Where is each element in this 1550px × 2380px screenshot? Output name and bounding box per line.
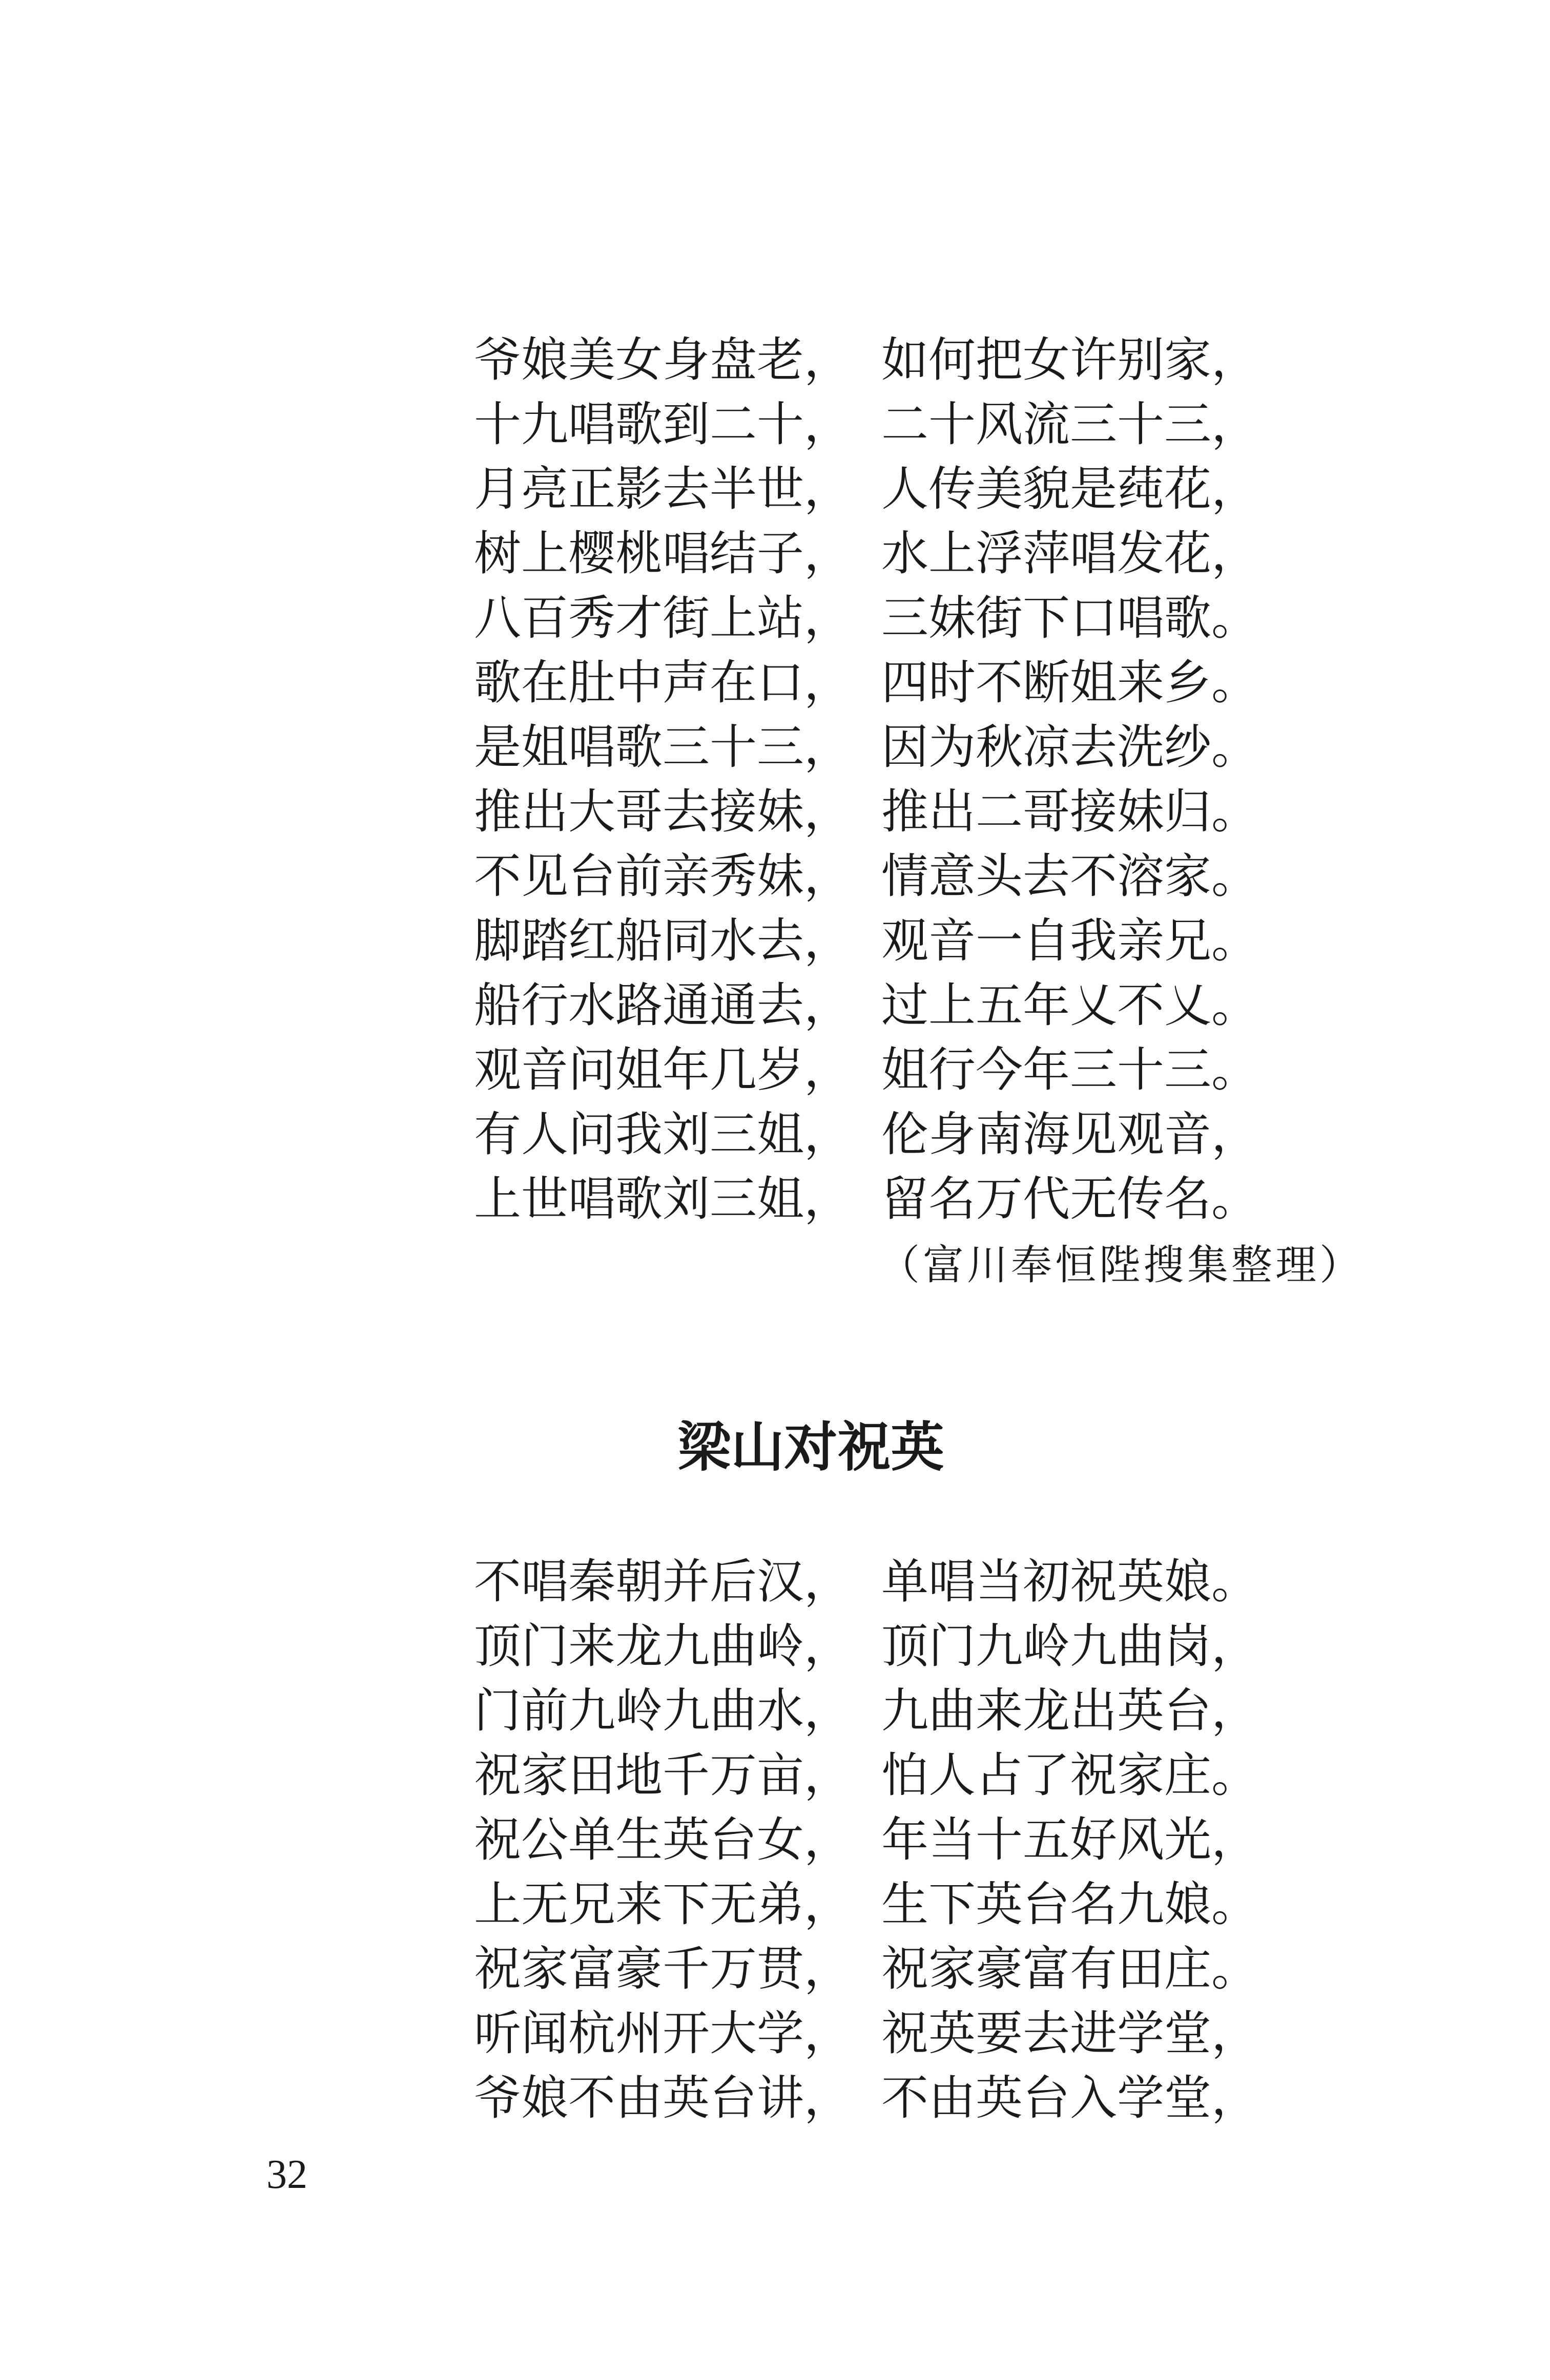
couplet [474, 1937, 1376, 2001]
couplet [474, 521, 1376, 586]
verse-line: 情意头去不溶家。 [881, 849, 1259, 904]
couplet [474, 973, 1376, 1038]
couplet [474, 1550, 1376, 1614]
verse-line: 船行水路通通去， [474, 978, 852, 1033]
couplet [474, 2001, 1376, 2066]
verse-line: 听闻杭州开大学， [474, 2006, 852, 2061]
couplet [474, 1614, 1376, 1679]
verse-line: 祝家豪富有田庄。 [881, 1941, 1259, 1996]
couplet [474, 651, 1376, 715]
poem-one [474, 328, 1376, 1231]
verse-line: 单唱当初祝英娘。 [881, 1554, 1259, 1609]
couplet [474, 909, 1376, 973]
verse-line: 上无兄来下无弟， [474, 1877, 852, 1932]
verse-line: 树上樱桃唱结子， [474, 526, 852, 581]
verse-line: 推出二哥接妹归。 [881, 784, 1259, 839]
verse-line: 不唱秦朝并后汉， [474, 1554, 852, 1609]
poem-two [474, 1550, 1376, 2131]
verse-line: 祝家田地千万亩， [474, 1748, 852, 1803]
verse-line: 上世唱歌刘三姐， [474, 1172, 852, 1226]
verse-line: 推出大哥去接妹， [474, 784, 852, 839]
verse-line: 月亮正影去半世， [474, 462, 852, 516]
verse-line: 观音问姐年几岁， [474, 1042, 852, 1097]
verse-line: 伦身南海见观音， [881, 1107, 1259, 1162]
verse-line: 顶门九岭九曲岗， [881, 1619, 1259, 1674]
couplet [474, 844, 1376, 909]
verse-line: 姐行今年三十三。 [881, 1042, 1259, 1097]
verse-line: 脚踏红船同水去， [474, 913, 852, 968]
couplet [474, 1872, 1376, 1937]
verse-line: 因为秋凉去洗纱。 [881, 720, 1259, 775]
verse-line: 留名万代无传名。 [881, 1172, 1259, 1226]
verse-line: 三妹街下口唱歌。 [881, 591, 1259, 645]
verse-line: 人传美貌是莼花， [881, 462, 1259, 516]
verse-line: 门前九岭九曲水， [474, 1683, 852, 1738]
verse-line: 歌在肚中声在口， [474, 655, 852, 710]
couplet [474, 392, 1376, 457]
verse-line: 十九唱歌到二十， [474, 397, 852, 452]
page-number: 32 [266, 2152, 307, 2197]
verse-line: 爷娘美女身盘老， [474, 332, 852, 387]
verse-line: 生下英台名九娘。 [881, 1877, 1259, 1932]
couplet [474, 780, 1376, 844]
verse-line: 年当十五好风光， [881, 1812, 1259, 1867]
couplet [474, 1808, 1376, 1872]
verse-line: 顶门来龙九曲岭， [474, 1619, 852, 1674]
poem-title: 梁山对祝英 [677, 1416, 944, 1478]
couplet [474, 1679, 1376, 1743]
verse-line: 九曲来龙出英台， [881, 1683, 1259, 1738]
verse-line: 水上浮萍唱发花， [881, 526, 1259, 581]
verse-line: 如何把女许别家， [881, 332, 1259, 387]
verse-line: 四时不断姐来乡。 [881, 655, 1259, 710]
verse-line: 二十风流三十三， [881, 397, 1259, 452]
verse-line: 怕人占了祝家庄。 [881, 1748, 1259, 1803]
couplet [474, 1102, 1376, 1167]
verse-line: 祝家富豪千万贯， [474, 1941, 852, 1996]
couplet [474, 1038, 1376, 1102]
verse-line: 爷娘不由英台讲， [474, 2071, 852, 2125]
verse-line: 有人问我刘三姐， [474, 1107, 852, 1162]
couplet [474, 715, 1376, 780]
couplet [474, 1743, 1376, 1808]
verse-line: 是姐唱歌三十三， [474, 720, 852, 775]
verse-line: 不由英台入学堂， [881, 2071, 1259, 2125]
verse-line: 祝英要去进学堂， [881, 2006, 1259, 2061]
couplet [474, 1167, 1376, 1231]
verse-line: 不见台前亲秀妹， [474, 849, 852, 904]
couplet [474, 457, 1376, 521]
verse-line: 观音一自我亲兄。 [881, 913, 1259, 968]
couplet [474, 2066, 1376, 2131]
attribution: （富川奉恒陛搜集整理） [879, 1241, 1363, 1289]
verse-line: 过上五年乂不乂。 [881, 978, 1259, 1033]
verse-line: 祝公单生英台女， [474, 1812, 852, 1867]
couplet [474, 586, 1376, 651]
couplet [474, 328, 1376, 392]
verse-line: 八百秀才街上站， [474, 591, 852, 645]
